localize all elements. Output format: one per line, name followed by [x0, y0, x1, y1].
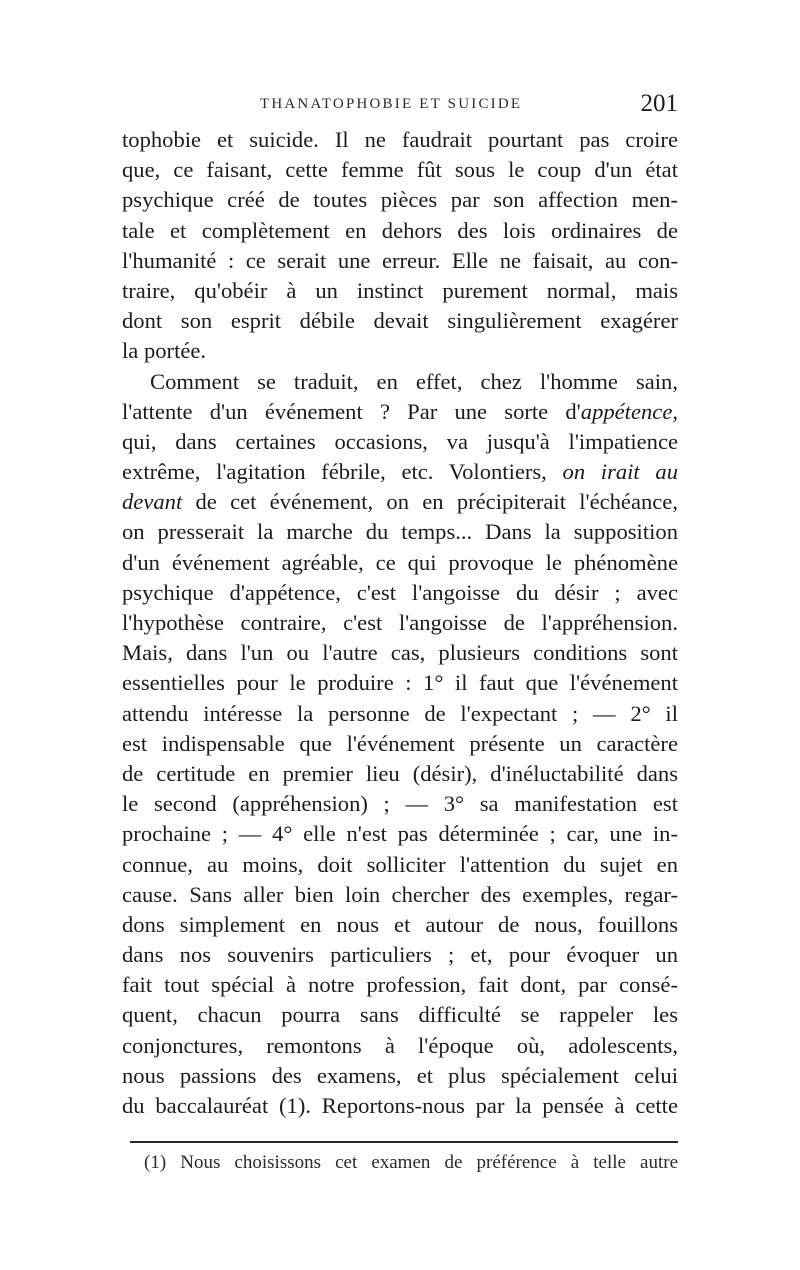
text-line: l'humanité : ce serait une erreur. Elle ne faisait, au con-: [122, 247, 678, 273]
text-line: dans nos souvenirs particuliers ; et, pour évoquer un: [122, 942, 678, 968]
running-head: [122, 90, 678, 124]
text-line: que, ce faisant, cette femme fût sous le coup d'un état: [122, 157, 678, 183]
text-line: traire, qu'obéir à un instinct purement normal, mais: [122, 277, 678, 303]
text-line: psychique créé de toutes pièces par son affection men-: [122, 187, 678, 213]
text-line: d'un événement agréable, ce qui provoque le phénomène: [122, 549, 678, 575]
text-line: tophobie et suicide. Il ne faudrait pourtant pas croire: [122, 127, 678, 152]
text-line-with-italic: [122, 397, 678, 427]
page-number: 201: [640, 90, 678, 117]
text-line: attendu intéresse la personne de l'expectant ; — 2° il: [122, 700, 678, 726]
text-line: le second (appréhension) ; — 3° sa manifestation est: [122, 791, 678, 817]
text-line: conjonctures, remontons à l'époque où, adolescents,: [122, 1032, 678, 1058]
text-line: dont son esprit débile devait singulièrement exagérer: [122, 308, 678, 334]
text-line: de certitude en premier lieu (désir), d'inéluctabilité dans: [122, 760, 678, 786]
running-title: THANATOPHOBIE ET SUICIDE: [260, 96, 523, 112]
text-line: fait tout spécial à notre profession, fait dont, par consé-: [122, 972, 678, 998]
italic-word: devant: [122, 489, 183, 515]
text-line: quent, chacun pourra sans difficulté se rappeler les: [122, 1002, 678, 1028]
text-line: psychique d'appétence, c'est l'angoisse du désir ; avec: [122, 579, 678, 605]
body-text: [122, 125, 678, 1121]
text-line: est indispensable que l'événement présente un caractère: [122, 730, 678, 756]
text-line: du baccalauréat (1). Reportons-nous par la pensée à cette: [122, 1093, 678, 1118]
text-line: nous passions des examens, et plus spécialement celui: [122, 1062, 678, 1088]
text-line: essentielles pour le produire : 1° il faut que l'événement: [122, 670, 678, 696]
text-line: la portée.: [122, 338, 207, 364]
text-line: l'hypothèse contraire, c'est l'angoisse de l'appréhension.: [122, 610, 678, 635]
text-line: cause. Sans aller bien loin chercher des exemples, regar-: [122, 881, 678, 907]
text-line: tale et complètement en dehors des lois ordinaires de: [122, 217, 678, 243]
text-segment: l'attente d'un événement ? Par une sorte d': [122, 398, 581, 424]
footnote: (1) Nous choisissons cet examen de préférence à telle autre: [144, 1152, 678, 1174]
book-page: [122, 90, 678, 1175]
text-line-with-italic: [122, 487, 678, 517]
text-line: connue, au moins, doit solliciter l'attention du sujet en: [122, 851, 678, 877]
text-segment: de cet événement, on en précipiterait l'échéance,: [182, 489, 678, 515]
italic-word: appétence,: [580, 398, 678, 424]
text-line: dons simplement en nous et autour de nous, fouillons: [122, 911, 678, 937]
text-line: Mais, dans l'un ou l'autre cas, plusieurs conditions sont: [122, 640, 678, 666]
text-line: Comment se traduit, en effet, chez l'homme sain,: [150, 368, 678, 394]
footnote-divider: [130, 1141, 678, 1143]
italic-phrase: on irait au: [562, 459, 678, 485]
text-line: prochaine ; — 4° elle n'est pas déterminée ; car, une in-: [122, 821, 678, 847]
text-line-with-italic: [122, 457, 678, 487]
text-line: on presserait la marche du temps... Dans la supposition: [122, 519, 678, 545]
text-line: qui, dans certaines occasions, va jusqu'à l'impatience: [122, 428, 678, 454]
text-segment: extrême, l'agitation fébrile, etc. Volontiers,: [122, 459, 563, 485]
